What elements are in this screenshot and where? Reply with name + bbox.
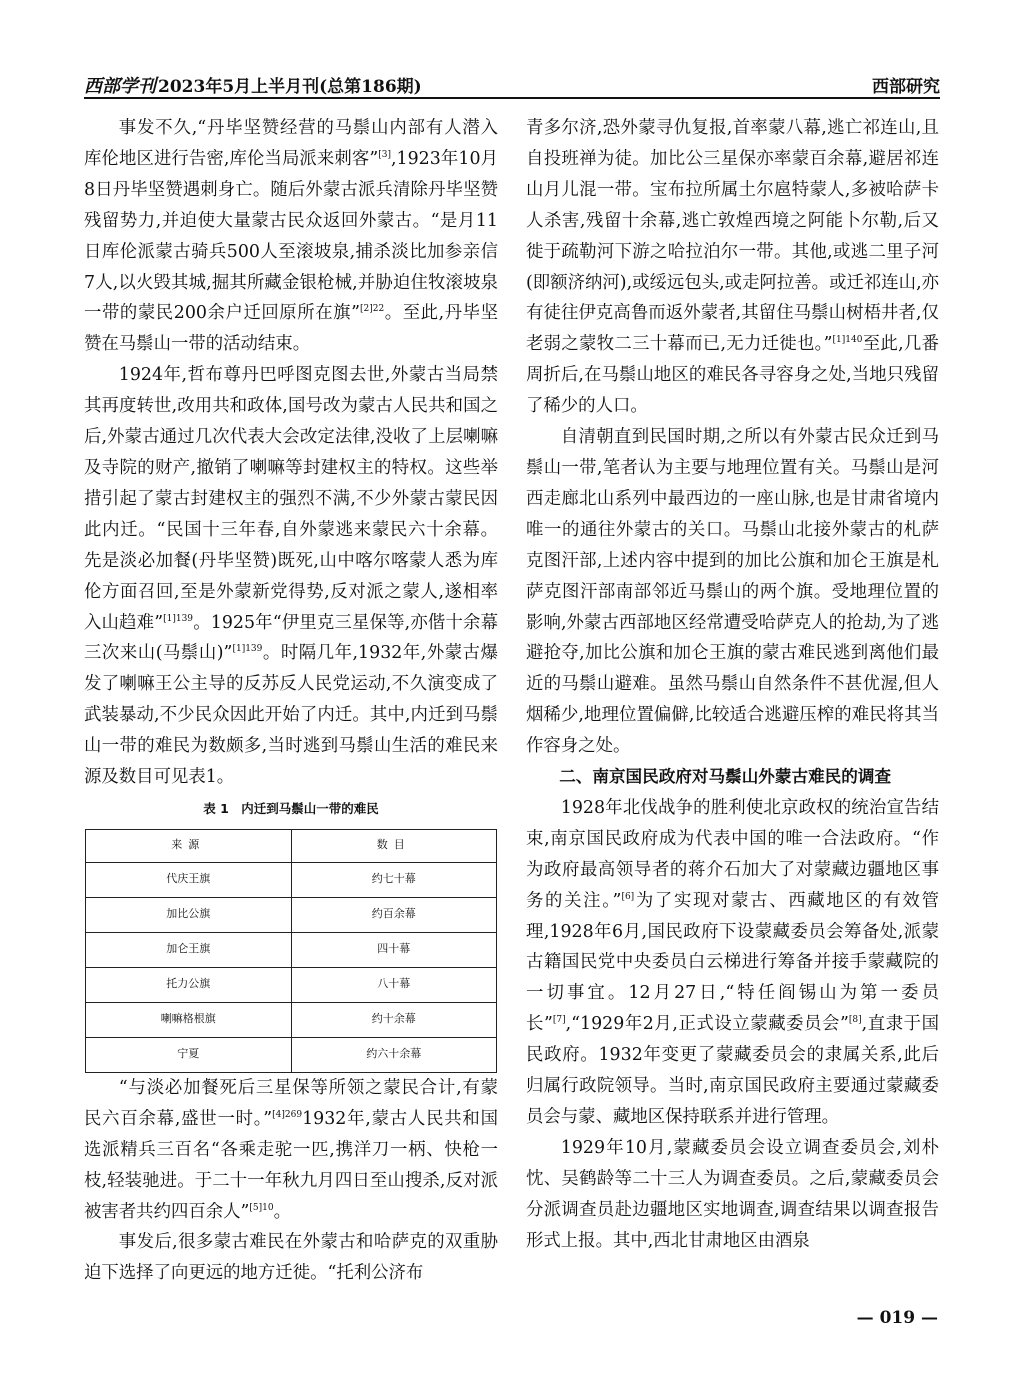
- running-header: [84, 70, 940, 98]
- section-label: 西部研究: [872, 77, 940, 97]
- text: 。: [273, 1201, 292, 1222]
- table-cell: 约七十幕: [291, 862, 497, 897]
- table-row: [86, 967, 497, 1002]
- right-column: [526, 113, 939, 1257]
- text: ,直隶于国民政府。1932年变更了蒙藏委员会的隶属关系,此后归属行政院领导。当时,南京国民政府主要通过蒙藏委员会与蒙、藏地区保持联系并进行管理。: [526, 1014, 939, 1127]
- left-column: [84, 113, 498, 1289]
- paragraph: [84, 1073, 498, 1228]
- table-cell: 约十余幕: [291, 1002, 497, 1037]
- journal-issue: [84, 72, 422, 98]
- table-row: [86, 1037, 497, 1072]
- table-cell: 约百余幕: [291, 897, 497, 932]
- paragraph: [526, 793, 939, 1133]
- table-cell: 四十幕: [291, 932, 497, 967]
- paragraph: [526, 422, 939, 762]
- refugee-table: [85, 829, 497, 1073]
- paragraph: [526, 1133, 939, 1257]
- paragraph: [526, 113, 939, 422]
- page-number: — 019 —: [856, 1308, 938, 1328]
- text: 事发后,很多蒙古难民在外蒙古和哈萨克的双重胁迫下选择了向更远的地方迁徙。“托利公济布: [84, 1232, 498, 1284]
- table-caption: 表 1 内迁到马鬃山一带的难民: [203, 800, 379, 816]
- text: 为了实现对蒙古、西藏地区的有效管理,1928年6月,国民政府下设蒙藏委员会筹备处,派蒙古籍国民党中央委员白云梯进行筹备并接手蒙藏院的一切事宜。12月27日,“特任阎锡山为第一委员长”: [526, 890, 939, 1035]
- text: 1928年北伐战争的胜利使北京政权的统治宣告结束,南京国民政府成为代表中国的唯一合法政府。“作为政府最高领导者的蒋介石加大了对蒙藏边疆地区事务的关注。”: [526, 797, 939, 911]
- text: 自清朝直到民国时期,之所以有外蒙古民众迁到马鬃山一带,笔者认为主要与地理位置有关。马鬃山是河西走廊北山系列中最西边的一座山脉,也是甘肃省境内唯一的通往外蒙古的关口。马鬃山北接外蒙古的札萨克图汗部,上述内容中提到的加比公旗和加仑王旗是札萨克图汗部南部邻近马鬃山的两个旗。受地理位置的影响,外蒙古西部地区经常遭受哈萨克人的抢劫,为了逃避抢夺,加比公旗和加仑王旗的蒙古难民逃到离他们最近的马鬃山避难。虽然马鬃山自然条件不甚优渥,但人烟稀少,地理位置偏僻,比较适合逃避压榨的难民将其当作容身之处。: [526, 427, 939, 757]
- citation: [5]10: [249, 1202, 274, 1213]
- table-header-row: [86, 829, 497, 862]
- section-heading: 二、南京国民政府对马鬃山外蒙古难民的调查: [559, 767, 892, 787]
- table-row: [86, 1002, 497, 1037]
- text: 1932年,蒙古人民共和国选派精兵三百名“各乘走驼一匹,携洋刀一柄、快枪一枝,轻装驰进。于二十一年秋九月四日至山搜杀,反对派被害者共约四百余人”: [84, 1108, 498, 1222]
- table-row: [86, 862, 497, 897]
- table-cell: 代庆王旗: [86, 862, 292, 897]
- issue-label: 2023年5月上半月刊(总第186期): [158, 77, 422, 97]
- citation: [7]: [552, 1015, 566, 1026]
- citation: [1]139: [163, 613, 194, 624]
- citation: [1]140: [832, 335, 863, 346]
- text: 。至此,丹毕坚赞在马鬃山一带的活动结束。: [84, 303, 498, 355]
- text: 。1925年“伊里克三星保等,亦偕十余幕三次来山(马鬃山)”: [84, 612, 498, 664]
- table-cell: 加仑王旗: [86, 932, 292, 967]
- table-cell: 喇嘛格根旗: [86, 1002, 292, 1037]
- table-cell: 加比公旗: [86, 897, 292, 932]
- text: “与淡必加餐死后三星保等所领之蒙民合计,有蒙民六百余幕,盛世一时。”: [84, 1077, 498, 1129]
- journal-logo: 西部学刊: [84, 76, 156, 97]
- citation: [8]: [848, 1015, 862, 1026]
- table-row: [86, 897, 497, 932]
- citation: [1]139: [232, 644, 263, 655]
- paragraph: [84, 1227, 498, 1289]
- table-cell: 宁夏: [86, 1037, 292, 1072]
- text: ,1923年10月8日丹毕坚赞遇刺身亡。随后外蒙古派兵清除丹毕坚赞残留势力,并迫使大量蒙古民众返回外蒙古。“是月11日库伦派蒙古骑兵500人至滚坡泉,捕杀淡比加参亲信7人,以火毁其城,掘其所藏金银枪械,并胁迫住牧滚坡泉一带的蒙民200余户迁回原所在旗”: [84, 148, 498, 324]
- table-row: [86, 932, 497, 967]
- table-cell: 八十幕: [291, 967, 497, 1002]
- paragraph: [84, 113, 498, 360]
- table-cell: 托力公旗: [86, 967, 292, 1002]
- citation: [6]: [621, 891, 635, 902]
- column-header: 数目: [291, 829, 497, 862]
- table-cell: 约六十余幕: [291, 1037, 497, 1072]
- text: 事发不久,“丹毕坚赞经营的马鬃山内部有人潜入库伦地区进行告密,库伦当局派来刺客”: [84, 118, 498, 169]
- text: 至此,几番周折后,在马鬃山地区的难民各寻容身之处,当地只残留了稀少的人口。: [526, 334, 939, 417]
- text: ,“1929年2月,正式设立蒙藏委员会”: [565, 1014, 849, 1035]
- header-rule: [84, 97, 940, 99]
- citation: [3]: [378, 150, 392, 161]
- paragraph: [84, 360, 498, 793]
- column-header: 来源: [86, 829, 292, 862]
- text: 青多尔济,恐外蒙寻仇复报,首率蒙八幕,逃亡祁连山,且自投班禅为徒。加比公三星保亦率蒙百余幕,避居祁连山月儿混一带。宝布拉所属土尔扈特蒙人,多被哈萨卡人杀害,残留十余幕,逃亡敦煌西境之阿能卜尔勒,后又徙于疏勒河下游之哈拉泊尔一带。其他,或逃二里子河(即额济纳河),或绥远包头,或走阿拉善。或迁祁连山,亦有徒往伊克高鲁而返外蒙者,其留住马鬃山树梧井者,仅老弱之蒙牧二三十幕而已,无力迁徙也。”: [526, 118, 939, 355]
- text: 1924年,哲布尊丹巴呼图克图去世,外蒙古当局禁其再度转世,改用共和政体,国号改为蒙古人民共和国之后,外蒙古通过几次代表大会改定法律,没收了上层喇嘛及寺院的财产,撤销了喇嘛等封建权主的特权。这些举措引起了蒙古封建权主的强烈不满,不少外蒙古蒙民因此内迁。“民国十三年春,自外蒙逃来蒙民六十余幕。先是淡必加餐(丹毕坚赞)既死,山中喀尔喀蒙人悉为库伦方面召回,至是外蒙新党得势,反对派之蒙人,遂相率入山趋难”: [84, 365, 498, 633]
- citation: [2]22: [360, 304, 385, 315]
- text: 。时隔几年,1932年,外蒙古爆发了喇嘛王公主导的反苏反人民党运动,不久演变成了武装暴动,不少民众因此开始了内迁。其中,内迁到马鬃山一带的难民为数颇多,当时逃到马鬃山生活的难民来源及数目可见表1。: [84, 643, 498, 788]
- citation: [4]269: [272, 1110, 303, 1121]
- text: 1929年10月,蒙藏委员会设立调查委员会,刘朴忱、吴鹤龄等二十三人为调查委员。之后,蒙藏委员会分派调查员赴边疆地区实地调查,调查结果以调查报告形式上报。其中,西北甘肃地区由酒泉: [526, 1137, 939, 1251]
